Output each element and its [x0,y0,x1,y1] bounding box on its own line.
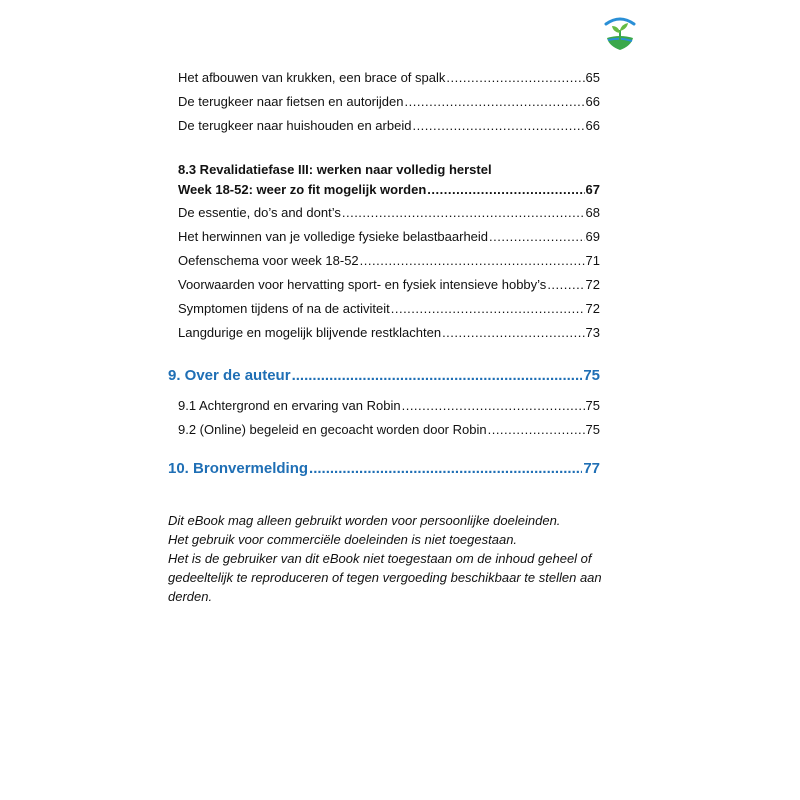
dot-leader [404,94,584,110]
toc-entry-page: 75 [585,398,600,413]
toc-entry[interactable] [168,249,600,273]
toc-entry-title: Symptomen tijdens of na de activiteit [178,301,390,316]
toc-entry-title: 9.2 (Online) begeleid en gecoacht worden door Robin [178,422,487,437]
dot-leader [489,229,585,245]
chapter-page: 77 [583,460,600,477]
dot-leader [309,459,582,479]
toc-entry[interactable] [168,273,600,297]
toc-group-2 [168,201,600,345]
toc-entry[interactable] [168,321,600,345]
toc-chapter-10 [168,459,600,487]
toc-entry[interactable] [168,201,600,225]
disclaimer [168,511,608,606]
sprout-shield-logo-icon [603,16,637,52]
toc-entry-page: 69 [585,229,600,244]
toc-entry-title: De terugkeer naar fietsen en autorijden [178,94,404,109]
toc-group-1 [168,66,600,138]
toc-entry-title: Voorwaarden voor hervatting sport- en fysiek intensieve hobby’s [178,277,547,292]
dot-leader [412,118,584,134]
toc-entry-title: Het afbouwen van krukken, een brace of spalk [178,70,446,85]
toc-entry[interactable] [168,114,600,138]
toc-entry[interactable] [168,90,600,114]
dot-leader [342,205,585,221]
toc-chapter-9 [168,366,600,442]
toc-entry-title: Oefenschema voor week 18-52 [178,253,359,268]
toc-entry-title: 9.1 Achtergrond en ervaring van Robin [178,398,401,413]
toc-entry-title: De essentie, do’s and dont’s [178,205,341,220]
toc-entry-page: 71 [585,253,600,268]
toc-entry-page: 67 [585,182,600,197]
toc-entry[interactable] [168,297,600,321]
toc-entry-page: 72 [585,277,600,292]
chapter-heading[interactable] [168,366,600,394]
disclaimer-line: Het gebruik voor commerciële doeleinden is niet toegestaan. [168,532,518,547]
toc-entry-page: 72 [585,301,600,316]
dot-leader [547,277,584,293]
toc-entry-page: 66 [585,94,600,109]
disclaimer-line: Het is de gebruiker van dit eBook niet toegestaan om de inhoud geheel of gedeeltelijk te reproduceren of tegen vergoeding beschikbaar te stellen aan derden. [168,551,602,604]
dot-leader [391,301,585,317]
toc-entry-title: Het herwinnen van je volledige fysieke belastbaarheid [178,229,489,244]
chapter-title: 10. Bronvermelding [168,460,309,477]
dot-leader [360,253,585,269]
chapter-page: 75 [583,367,600,384]
toc-entry[interactable] [168,66,600,90]
toc-entry-title: Week 18-52: weer zo fit mogelijk worden [178,182,427,197]
disclaimer-line: Dit eBook mag alleen gebruikt worden voor persoonlijke doeleinden. [168,513,561,528]
chapter-heading[interactable] [168,459,600,487]
dot-leader [488,422,585,438]
toc-entry[interactable] [168,394,600,418]
toc-section-8-3 [168,162,600,204]
toc-entry-title: De terugkeer naar huishouden en arbeid [178,118,412,133]
dot-leader [402,398,585,414]
dot-leader [292,366,583,386]
dot-leader [427,182,584,198]
toc-entry[interactable] [168,418,600,442]
toc-entry-title: Langdurige en mogelijk blijvende restklachten [178,325,442,340]
dot-leader [442,325,584,341]
dot-leader [446,70,584,86]
toc-entry-page: 65 [585,70,600,85]
toc-entry[interactable] [168,225,600,249]
toc-entry-page: 75 [585,422,600,437]
chapter-title: 9. Over de auteur [168,367,291,384]
toc-entry-page: 73 [585,325,600,340]
toc-entry-page: 68 [585,205,600,220]
toc-entry-page: 66 [585,118,600,133]
section-heading[interactable]: 8.3 Revalidatiefase III: werken naar volledig herstel [178,162,492,177]
